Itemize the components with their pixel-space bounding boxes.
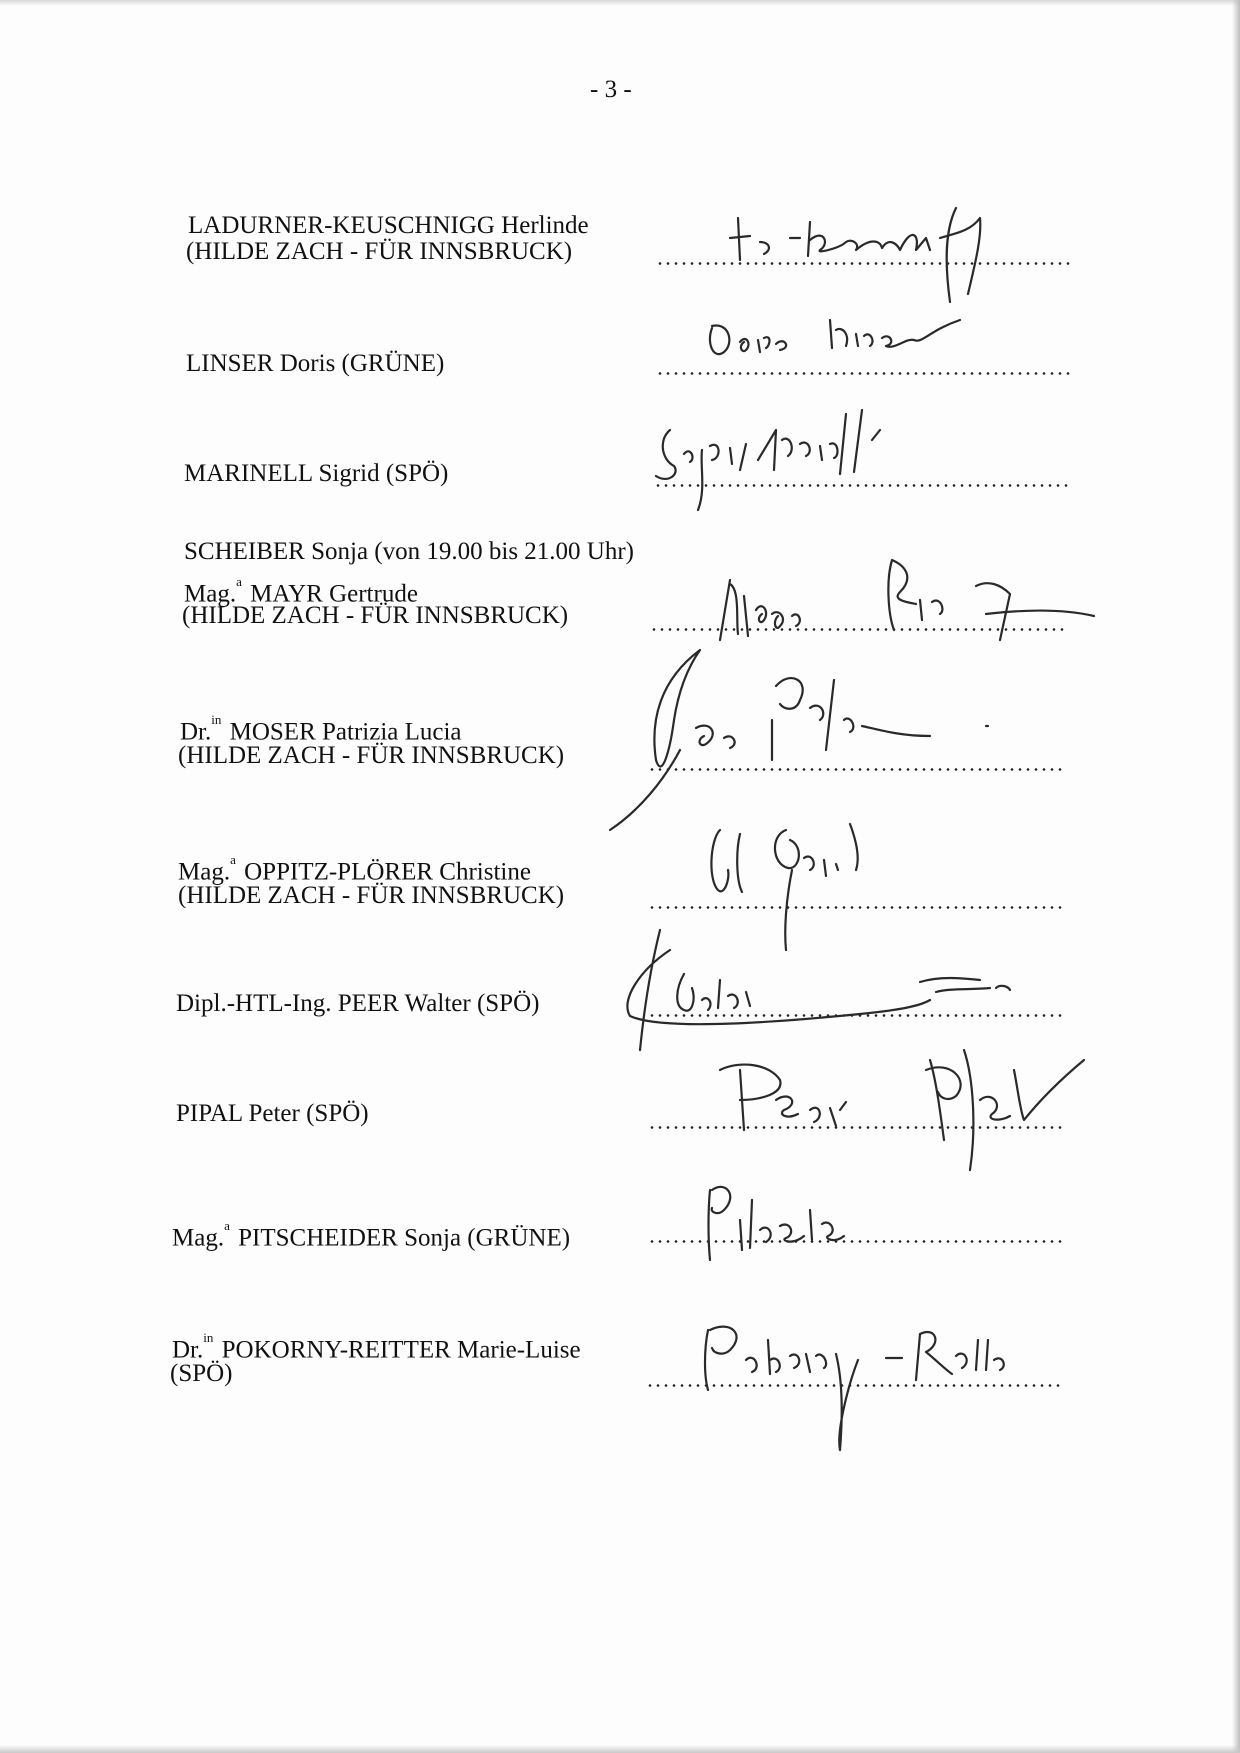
signature-dotted-line bbox=[656, 372, 1070, 375]
page-number: - 3 - bbox=[590, 76, 632, 103]
title-prefix: Mag. bbox=[178, 858, 231, 886]
handwritten-signature bbox=[700, 1040, 1140, 1180]
handwritten-signature bbox=[700, 1170, 960, 1280]
scan-edge-right bbox=[1232, 0, 1240, 1753]
member-name: POKORNY-REITTER Marie-Luise bbox=[221, 1336, 581, 1364]
member-party: (SPÖ) bbox=[170, 1360, 233, 1387]
handwritten-signature bbox=[690, 1300, 1080, 1460]
member-name: MAYR Gertrude bbox=[250, 580, 418, 608]
handwritten-signature bbox=[720, 198, 1020, 308]
title-prefix: Mag. bbox=[172, 1224, 225, 1252]
title-prefix-suffix: in bbox=[203, 1330, 214, 1345]
member-party: (HILDE ZACH - FÜR INNSBRUCK) bbox=[186, 238, 573, 265]
member-name: OPPITZ-PLÖRER Christine bbox=[244, 858, 531, 886]
member-name: Dipl.-HTL-Ing. PEER Walter (SPÖ) bbox=[176, 990, 540, 1017]
member-name: PITSCHEIDER Sonja (GRÜNE) bbox=[238, 1224, 571, 1252]
member-party: (HILDE ZACH - FÜR INNSBRUCK) bbox=[178, 742, 565, 769]
member-party: (HILDE ZACH - FÜR INNSBRUCK) bbox=[182, 602, 569, 629]
member-name: LADURNER-KEUSCHNIGG Herlinde bbox=[188, 212, 589, 239]
member-name-line bbox=[172, 1218, 570, 1252]
scan-edge-top bbox=[0, 0, 1240, 6]
member-name-line bbox=[172, 1330, 581, 1364]
member-name: MARINELL Sigrid (SPÖ) bbox=[184, 460, 449, 487]
member-name: PIPAL Peter (SPÖ) bbox=[176, 1100, 369, 1127]
member-party: (HILDE ZACH - FÜR INNSBRUCK) bbox=[178, 882, 565, 909]
member-name: LINSER Doris (GRÜNE) bbox=[186, 350, 445, 377]
title-prefix-suffix: a bbox=[224, 1218, 230, 1233]
handwritten-signature bbox=[650, 400, 930, 520]
title-prefix-suffix: a bbox=[236, 574, 242, 589]
handwritten-signature bbox=[600, 920, 1050, 1060]
title-prefix: Dr. bbox=[172, 1336, 204, 1364]
title-prefix-suffix: a bbox=[230, 852, 236, 867]
member-note: SCHEIBER Sonja (von 19.00 bis 21.00 Uhr) bbox=[184, 538, 634, 565]
title-prefix: Dr. bbox=[180, 718, 212, 746]
handwritten-signature bbox=[700, 300, 1000, 370]
scan-edge-bottom bbox=[0, 1745, 1240, 1753]
member-name: MOSER Patrizia Lucia bbox=[229, 718, 462, 746]
title-prefix-suffix: in bbox=[211, 712, 222, 727]
title-prefix: Mag. bbox=[184, 580, 237, 608]
